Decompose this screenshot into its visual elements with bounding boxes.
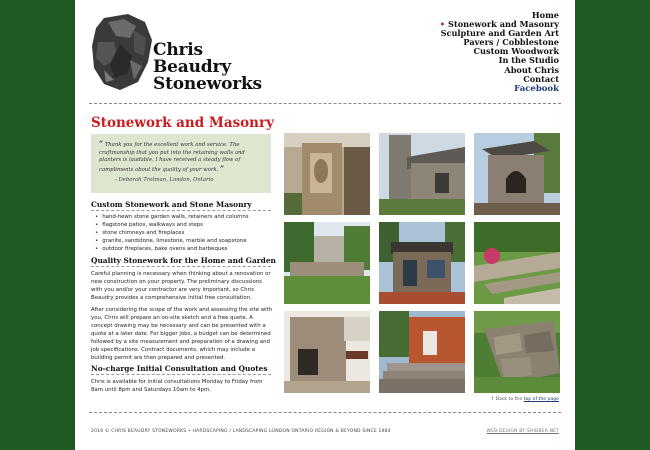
gallery-photo-fireplace[interactable]	[284, 311, 370, 393]
quote-open-mark: “	[99, 139, 104, 148]
nav-item-about[interactable]: About Chris	[504, 64, 559, 75]
list-item: • flagstone patios, walkways and steps	[95, 221, 249, 229]
logo-line-3: Stoneworks	[153, 74, 262, 94]
gallery-photo-bake-oven[interactable]	[474, 133, 560, 215]
gallery-photo-stone-chimney[interactable]	[379, 133, 465, 215]
gallery-photo-stone-garden-wall[interactable]	[474, 311, 560, 393]
section-divider	[91, 374, 271, 375]
back-to-top	[491, 397, 559, 402]
footer-credit-link[interactable]: WEB DESIGN BY SHIBBER.NET	[486, 429, 559, 434]
footer-copyright: 2016 © CHRIS BEAUDRY STONEWORKS • HARDSCAPING / LANDSCAPING LONDON ONTARIO REGION & BEYOND SINCE 1984	[91, 429, 391, 434]
nav-item-woodwork[interactable]: Custom Woodwork	[473, 46, 559, 57]
logo-line-2: Beaudry	[153, 57, 231, 77]
page-container	[75, 0, 575, 450]
process-paragraph: After considering the scope of the work and assessing the site with you, Chris will prepare an on-site sketch and a free quote. A concept drawing may be necessary and can be presented with a quote at a later date. For bigger jobs, a budget can be determined followed by a site measurement and preparation of a drawing and job specifications. Contract documents, which may include a building permit are then prepared and presented.	[91, 307, 273, 361]
gallery-photo-retaining-wall[interactable]	[284, 222, 370, 304]
section-divider	[91, 210, 271, 211]
section-heading-custom-stonework: Custom Stonework and Stone Masonry	[91, 200, 252, 209]
section-heading-consultation: No-charge Initial Consultation and Quotes	[91, 364, 268, 373]
nav-item-studio[interactable]: In the Studio	[498, 55, 559, 66]
section-divider	[91, 266, 271, 267]
facebook-link[interactable]: Facebook	[514, 84, 559, 94]
list-item: • granite, sandstone, limestone, marble and soapstone	[95, 237, 249, 245]
site-logo-text[interactable]	[153, 42, 262, 93]
gallery-photo-stone-column[interactable]	[284, 133, 370, 215]
consultation-paragraph: Chris is available for initial consultations Monday to Friday from 8am until 8pm and Saturdays 10am to 4pm.	[91, 379, 263, 393]
quote-text: “ Thank you for the excellent work and service. The craftmanship that you put into the retaining walls and planters is laudable. I have received a steady flow of compliments about the quality of your work. ”	[99, 139, 245, 173]
gallery-photo-stone-house[interactable]	[379, 222, 465, 304]
nav-item-sculpture[interactable]: Sculpture and Garden Art	[440, 28, 559, 39]
nav-item-pavers[interactable]: Pavers / Cobblestone	[463, 37, 559, 48]
list-item: • outdoor fireplaces, bake ovens and barbeques	[95, 245, 249, 253]
section-heading-quality-stonework: Quality Stonework for the Home and Garden	[91, 256, 276, 265]
list-item: • stone chimneys and fireplaces	[95, 229, 249, 237]
nav-item-stonework[interactable]: • Stonework and Masonry	[439, 19, 559, 30]
nav-item-home[interactable]: Home	[531, 10, 559, 20]
gallery-photo-garden-steps[interactable]	[474, 222, 560, 304]
testimonial-quote	[91, 134, 271, 193]
nav-item-contact[interactable]: Contact	[523, 73, 559, 84]
footer-divider	[89, 412, 561, 413]
active-marker: •	[439, 19, 446, 30]
logo-line-1: Chris	[153, 40, 203, 60]
back-to-top-prefix: ↑ Back to the	[490, 397, 523, 402]
services-list	[95, 213, 249, 253]
gallery-photo-front-steps[interactable]	[379, 311, 465, 393]
header-divider	[89, 103, 561, 104]
list-item: • hand-hewn stone garden walls, retainers and columns	[95, 213, 249, 221]
back-to-top-link[interactable]: top of the page	[523, 397, 559, 402]
main-nav	[440, 11, 559, 84]
page-title: Stonework and Masonry	[91, 115, 274, 131]
quote-citation: - Deborah Trotman, London, Ontario	[115, 177, 214, 184]
planning-paragraph: Careful planning is necessary when thinking about a renovation or new construction on your property. The preliminary discussions with you and/or your contractor are very important, so Chris Beaudry provides a comprehensive initial free consultation.	[91, 271, 271, 301]
stone-rock-icon[interactable]	[90, 12, 154, 92]
quote-close-mark: ”	[220, 163, 225, 173]
